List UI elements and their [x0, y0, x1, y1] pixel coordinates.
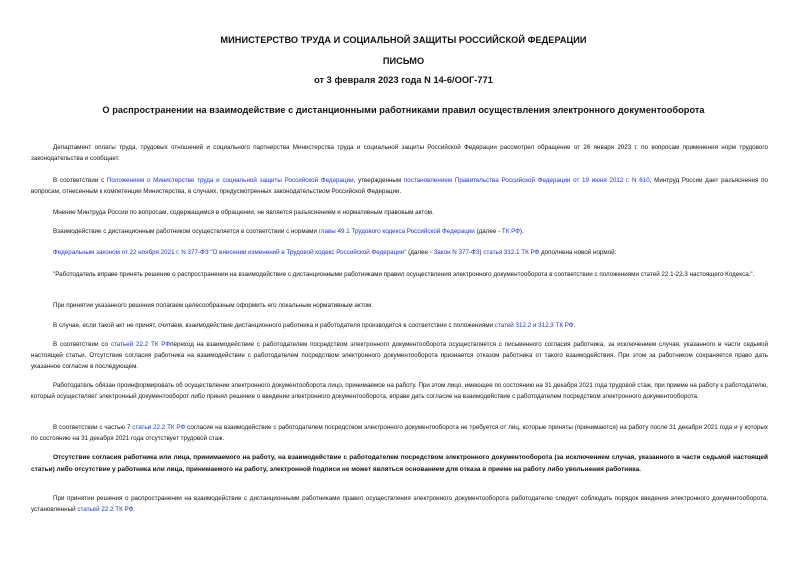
paragraph-4	[31, 227, 768, 238]
link-government-decree[interactable]: постановлением Правительства Российской Федерации от 19 июня 2012 г. N 610	[403, 177, 650, 184]
text: (далее -	[406, 249, 434, 256]
text: .	[133, 505, 136, 513]
link-article-312-1[interactable]: статья 312.1 ТК РФ	[483, 249, 540, 256]
link-federal-law-377[interactable]: Федеральным законом от 22 ноября 2021 г. N 377-ФЗ "О внесении изменений в Трудовой кодекс Российской Федерации"	[53, 249, 407, 256]
paragraph-12-bold: Отсутствие согласия работника или лица, принимаемого на работу, на взаимодействие с работодателем посредством электронного документооборота (за исключением случая, указанного в части седьмой настоящей статьи) либо отсутствие у работника или лица, принимаемого на работу, электронной подписи не может являться основанием для отказа в приеме на работу либо увольнения работника.	[31, 454, 768, 473]
text: дополнена новой нормой:	[539, 249, 617, 256]
text: , утвержденным	[353, 177, 404, 184]
link-articles-312-2-312-3[interactable]: статей 312.2 и 312.3 ТК РФ	[494, 322, 574, 329]
paragraph-1: Департамент оплаты труда, трудовых отношений и социального партнерства Министерства труда и социальной защиты Российской Федерации рассмотрел обращение от 26 января 2023 г. по вопросам применения норм трудового законодательства и сообщает.	[31, 144, 768, 162]
text: ).	[519, 228, 524, 235]
paragraph-9	[31, 340, 768, 372]
link-article-22-2[interactable]: статьей 22.2 ТК РФ	[77, 505, 134, 513]
ministry-heading: МИНИСТЕРСТВО ТРУДА И СОЦИАЛЬНОЙ ЗАЩИТЫ РОССИЙСКОЙ ФЕДЕРАЦИИ	[220, 35, 587, 45]
text: , Минтруд России дает разъяснения по вопросам, отнесенным к компетенции Министерства, в случаях, предусмотренных законодательством Российской Федерации.	[31, 177, 768, 195]
text: согласие на взаимодействие с работодателем посредством электронного документооборота не требуется от лиц, которые приняты (принимаются) на работу после 31 декабря 2021 года и у которых по состоянию на 31 декабря 2021 года отсутствует трудовой стаж.	[31, 424, 768, 442]
link-chapter-49-1[interactable]: главы 49.1 Трудового кодекса Российской Федерации	[318, 228, 475, 235]
paragraph-8	[31, 321, 768, 332]
link-article-22-2[interactable]: статьей 22.2 ТК РФ	[110, 341, 171, 348]
text: В соответствии с частью 7	[53, 424, 133, 431]
link-law-377[interactable]: Закон N 377-ФЗ	[433, 249, 480, 256]
paragraph-5	[31, 248, 768, 259]
link-ministry-regulation[interactable]: Положением о Министерстве труда и социальной защиты Российской Федерации	[106, 177, 354, 184]
link-tk-rf[interactable]: ТК РФ	[501, 228, 520, 235]
paragraph-2	[31, 176, 768, 198]
subject-heading: О распространении на взаимодействие с дистанционными работниками правил осуществления электронного документооборота	[102, 105, 705, 115]
text: При принятии решения о распространении на взаимодействие с дистанционными работниками правил осуществления электронного документооборота работодателю следует соблюдать порядок введения электронного документооборота, установленный	[31, 495, 768, 513]
paragraph-10: Работодатель обязан проинформировать об осуществлении электронного документооборота лицо, принимаемое на работу. При этом лицо, имеющее по состоянию на 31 декабря 2021 года трудовой стаж, при приеме на работу к работодателю, который осуществляет электронный документооборот либо принял решение о введении электронного документооборота, вправе дать согласие на взаимодействие с работодателем посредством электронного документооборота.	[31, 382, 768, 400]
text: .	[573, 322, 576, 329]
paragraph-11	[31, 423, 768, 445]
text: )	[479, 249, 484, 256]
doc-type-heading: ПИСЬМО	[382, 56, 425, 66]
text: переход на взаимодействие с работодателем посредством электронного документооборота осуществляется с письменного согласия работника, за исключением случая, указанного в части седьмой настоящей статьи. Отсутствие согласия работника на взаимодействие с работодателем посредством электронного документооборота признается отказом работника от такого взаимодействия. При этом за работником сохраняется право дать указанное согласие в последующем.	[31, 341, 769, 370]
paragraph-6-quote: "Работодатель вправе принять решение о распространении на взаимодействие с дистанционными работниками правил осуществления электронного документооборота в соответствии с положениями статей 22.1-22.3 настоящего Кодекса.".	[53, 271, 755, 278]
link-article-22-2[interactable]: статьи 22.2 ТК РФ	[132, 424, 186, 431]
paragraph-7: При принятии указанного решения полагаем целесообразным оформить его локальным нормативным актом.	[53, 302, 374, 309]
text: Взаимодействие с дистанционным работником осуществляется в соответствии с нормами	[53, 228, 319, 235]
paragraph-13	[31, 494, 768, 516]
text: В соответствии со	[53, 341, 111, 348]
paragraph-3: Мнение Минтруда России по вопросам, содержащимся в обращении, не является разъяснением и нормативным правовым актом.	[53, 209, 434, 216]
text: В соответствии с	[53, 177, 107, 184]
text: В случае, если такой акт не принят, считаем, взаимодействие дистанционного работника и работодателя производится в соответствии с положениями	[53, 322, 495, 329]
date-number-heading: от 3 февраля 2023 года N 14-6/ООГ-771	[314, 75, 493, 85]
text: (далее -	[474, 228, 502, 235]
